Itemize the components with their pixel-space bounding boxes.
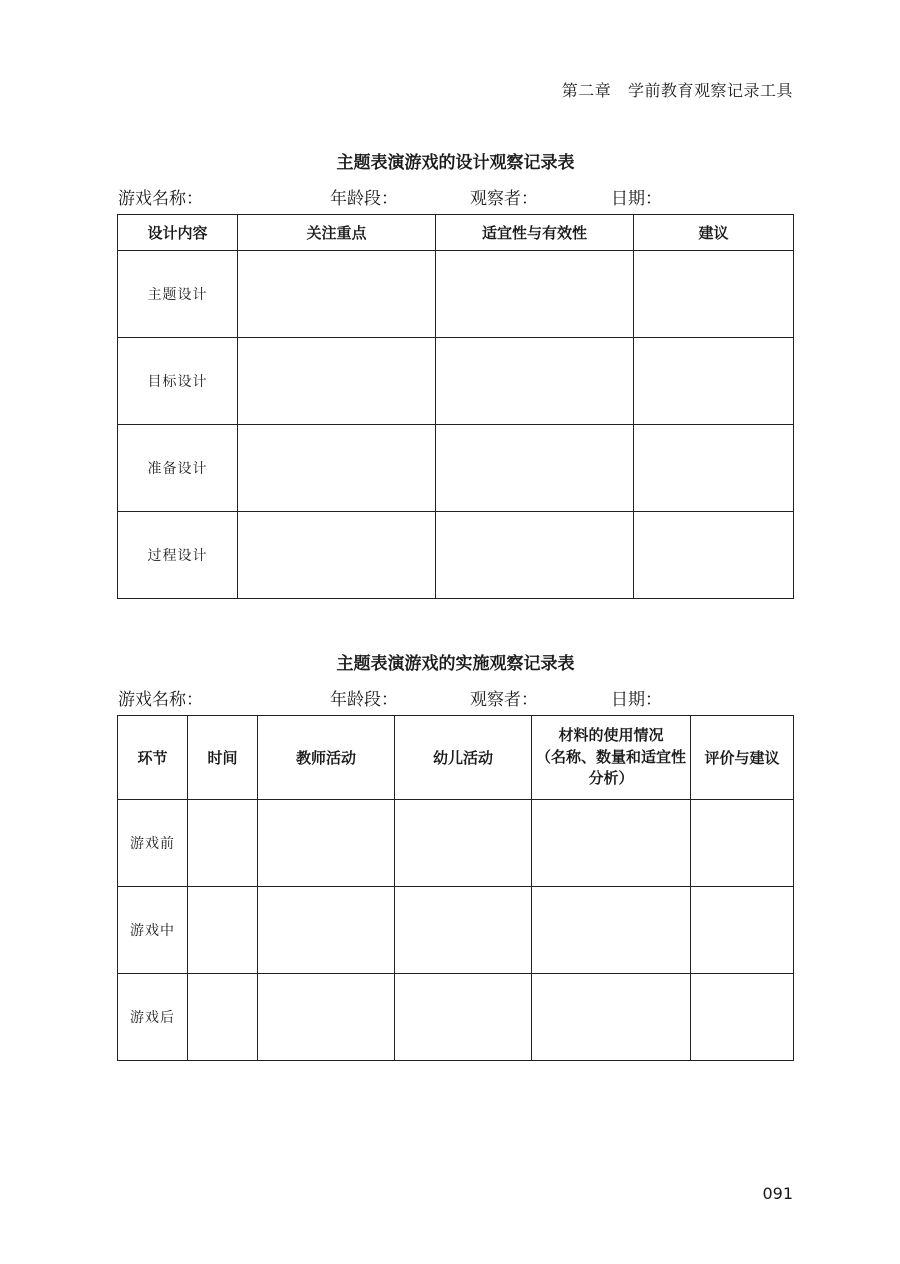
- implementation-table-meta: [118, 685, 793, 709]
- row-label: 游戏后: [118, 974, 188, 1061]
- table-cell: [238, 338, 436, 425]
- game-name-label: 游戏名称：: [118, 189, 203, 209]
- table-cell: [691, 800, 794, 887]
- running-header: 第二章 学前教育观察记录工具: [561, 81, 793, 100]
- table-cell: [691, 974, 794, 1061]
- design-table-meta: [118, 184, 793, 208]
- table-row: [118, 251, 794, 338]
- age-group-label: 年龄段：: [330, 189, 398, 209]
- table-cell: [238, 512, 436, 599]
- table-header-row: [118, 215, 794, 251]
- design-observation-table: [117, 214, 794, 599]
- column-header: 环节: [118, 716, 188, 800]
- table-cell: [258, 887, 395, 974]
- table-row: [118, 512, 794, 599]
- table-cell: [395, 887, 532, 974]
- table-cell: [188, 887, 258, 974]
- row-label: 过程设计: [118, 512, 238, 599]
- table-row: [118, 887, 794, 974]
- row-label: 游戏中: [118, 887, 188, 974]
- implementation-observation-table: [117, 715, 794, 1061]
- observer-label: 观察者：: [470, 690, 538, 710]
- table-cell: [395, 800, 532, 887]
- table-row: [118, 800, 794, 887]
- table-cell: [436, 251, 634, 338]
- table-cell: [188, 974, 258, 1061]
- table-header-row: [118, 716, 794, 800]
- column-header: 教师活动: [258, 716, 395, 800]
- age-group-label: 年龄段：: [330, 690, 398, 710]
- table-row: [118, 425, 794, 512]
- table-cell: [395, 974, 532, 1061]
- column-header: 评价与建议: [691, 716, 794, 800]
- table-row: [118, 338, 794, 425]
- column-header: 关注重点: [238, 215, 436, 251]
- table-cell: [188, 800, 258, 887]
- materials-header-title: 材料的使用情况: [558, 725, 664, 744]
- table-cell: [634, 338, 794, 425]
- table-cell: [436, 338, 634, 425]
- observer-label: 观察者：: [470, 189, 538, 209]
- table-cell: [532, 887, 691, 974]
- table-cell: [258, 800, 395, 887]
- page-number: 091: [762, 1184, 793, 1203]
- column-header: 建议: [634, 215, 794, 251]
- table-cell: [532, 800, 691, 887]
- game-name-label: 游戏名称：: [118, 690, 203, 710]
- table-cell: [634, 251, 794, 338]
- table-cell: [238, 251, 436, 338]
- table-cell: [634, 425, 794, 512]
- column-header: 时间: [188, 716, 258, 800]
- column-header: 适宜性与有效性: [436, 215, 634, 251]
- design-table-title: 主题表演游戏的设计观察记录表: [336, 153, 575, 173]
- row-label: 游戏前: [118, 800, 188, 887]
- table-cell: [436, 425, 634, 512]
- implementation-table-title: 主题表演游戏的实施观察记录表: [336, 654, 575, 674]
- date-label: 日期：: [611, 189, 662, 209]
- materials-header-note: （名称、数量和适宜性分析）: [536, 747, 687, 788]
- table-cell: [532, 974, 691, 1061]
- column-header: 幼儿活动: [395, 716, 532, 800]
- row-label: 准备设计: [118, 425, 238, 512]
- row-label: 主题设计: [118, 251, 238, 338]
- table-row: [118, 974, 794, 1061]
- table-cell: [691, 887, 794, 974]
- table-cell: [258, 974, 395, 1061]
- materials-column-header: [532, 716, 691, 800]
- row-label: 目标设计: [118, 338, 238, 425]
- table-cell: [238, 425, 436, 512]
- table-cell: [436, 512, 634, 599]
- table-cell: [634, 512, 794, 599]
- date-label: 日期：: [611, 690, 662, 710]
- column-header: 设计内容: [118, 215, 238, 251]
